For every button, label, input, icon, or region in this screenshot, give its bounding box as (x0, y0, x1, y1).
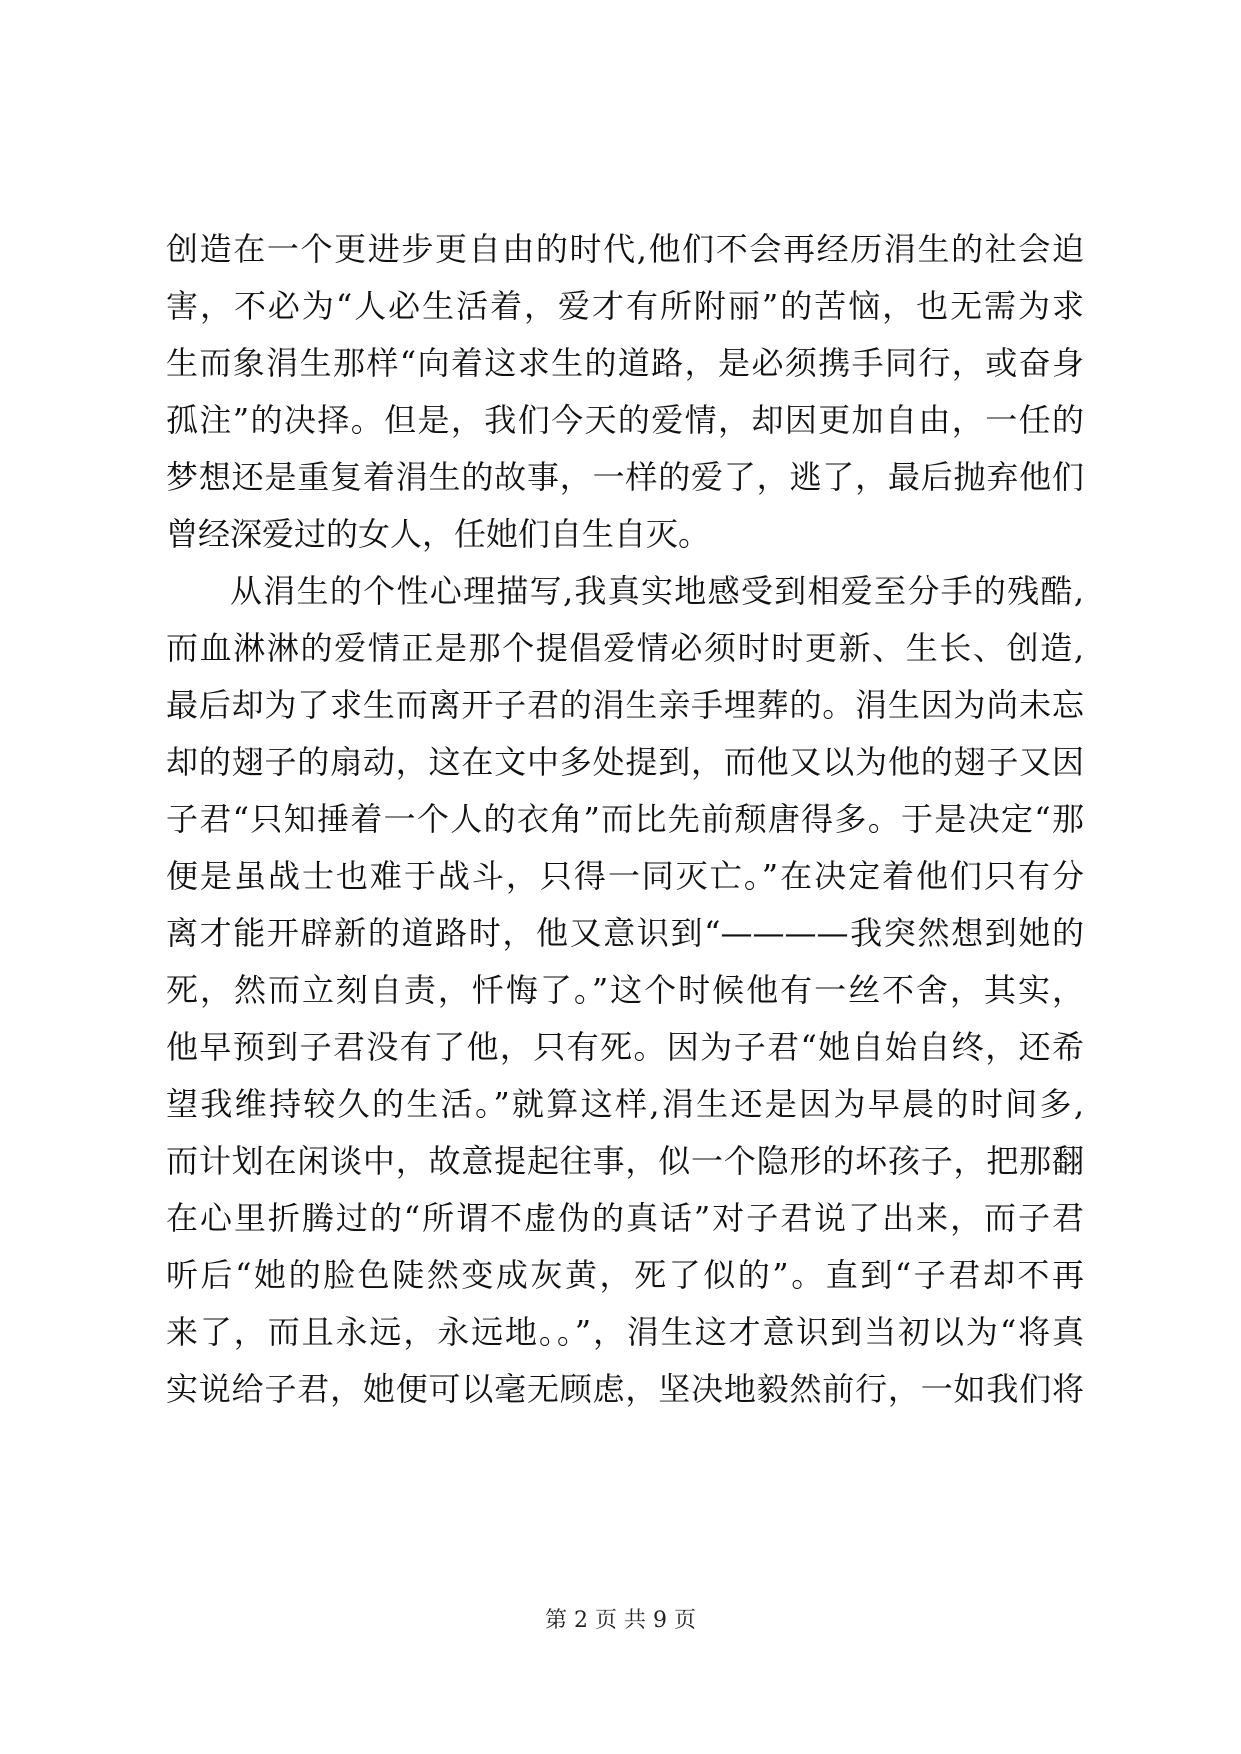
text-line: 子君“只知捶着一个人的衣角”而比先前颓唐得多。于是决定“那 (166, 800, 1084, 838)
text-line: 离才能开辟新的道路时，他又意识到“————我突然想到她的 (166, 914, 1084, 952)
text-line: 他早预到子君没有了他，只有死。因为子君“她自始自终，还希 (166, 1028, 1084, 1066)
text-line: 听后“她的脸色陡然变成灰黄，死了似的”。直到“子君却不再 (166, 1256, 1084, 1294)
text-line: 而计划在闲谈中，故意提起往事，似一个隐形的坏孩子，把那翻 (166, 1142, 1084, 1180)
text-line: 望我维持较久的生活。”就算这样,涓生还是因为早晨的时间多, (166, 1085, 1084, 1123)
text-line: 却的翅子的扇动，这在文中多处提到，而他又以为他的翅子又因 (166, 743, 1084, 781)
text-line: 梦想还是重复着涓生的故事，一样的爱了，逃了，最后抛弃他们 (166, 458, 1084, 496)
text-line: 害，不必为“人必生活着，爱才有所附丽”的苦恼，也无需为求 (166, 287, 1084, 325)
text-line: 在心里折腾过的“所谓不虚伪的真话”对子君说了出来，而子君 (166, 1199, 1084, 1237)
text-line: 生而象涓生那样“向着这求生的道路，是必须携手同行，或奋身 (166, 344, 1084, 382)
text-line: 便是虽战士也难于战斗，只得一同灭亡。”在决定着他们只有分 (166, 857, 1084, 895)
page-number-footer: 第 2 页 共 9 页 (545, 1608, 696, 1633)
text-line: 创造在一个更进步更自由的时代,他们不会再经历涓生的社会迫 (166, 230, 1084, 268)
text-line: 实说给子君，她便可以毫无顾虑，坚决地毅然前行，一如我们将 (166, 1370, 1084, 1408)
text-line: 最后却为了求生而离开子君的涓生亲手埋葬的。涓生因为尚未忘 (166, 686, 1084, 724)
text-line: 曾经深爱过的女人，任她们自生自灭。 (166, 515, 711, 553)
text-line: 而血淋淋的爱情正是那个提倡爱情必须时时更新、生长、创造, (166, 629, 1084, 667)
text-line: 死，然而立刻自责，忏悔了。”这个时候他有一丝不舍，其实， (166, 971, 1084, 1009)
paragraph-start-line: 从涓生的个性心理描写,我真实地感受到相爱至分手的残酷, (230, 572, 1084, 610)
text-line: 孤注”的决择。但是，我们今天的爱情，却因更加自由，一任的 (166, 401, 1084, 439)
text-line: 来了，而且永远，永远地。。”，涓生这才意识到当初以为“将真 (166, 1313, 1084, 1351)
